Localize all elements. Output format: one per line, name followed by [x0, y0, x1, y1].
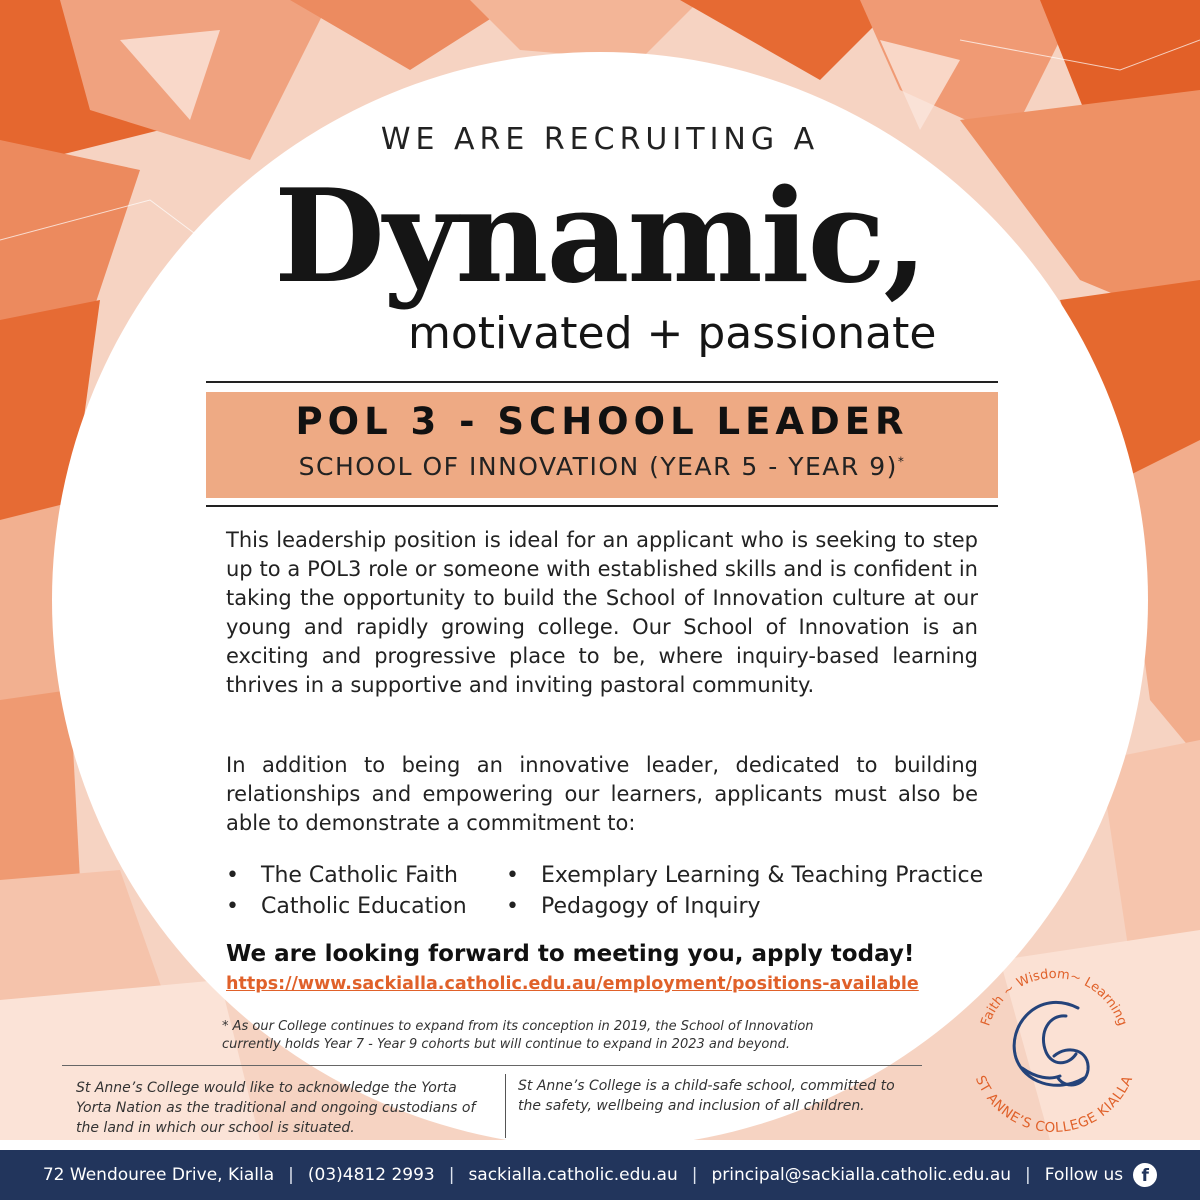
separator: | [448, 1165, 455, 1185]
footer-website[interactable]: sackialla.catholic.edu.au [468, 1165, 678, 1185]
list-item: • The Catholic Faith [226, 860, 467, 891]
child-safe-text: St Anne’s College is a child-safe school, committed to the safety, wellbeing and inclusion of all children. [518, 1078, 895, 1114]
separator: | [691, 1165, 698, 1185]
headline-dynamic: Dynamic, [274, 162, 926, 312]
footnote-mark: * [897, 454, 906, 469]
footer-divider [62, 1065, 922, 1066]
footer-follow-label: Follow us [1044, 1165, 1124, 1185]
commitment-list-right [506, 860, 983, 922]
list-item: • Exemplary Learning & Teaching Practice [506, 860, 983, 891]
footer-phone[interactable]: (03)4812 2993 [307, 1165, 435, 1185]
vertical-divider [505, 1074, 506, 1138]
footer-email[interactable]: principal@sackialla.catholic.edu.au [711, 1165, 1012, 1185]
contact-footer [0, 1150, 1200, 1200]
logo-college-name: ST ANNE’S COLLEGE KIALLA [971, 1073, 1137, 1137]
footnote [222, 1018, 922, 1054]
separator: | [288, 1165, 294, 1185]
subheadline: motivated + passionate [408, 308, 937, 359]
college-logo [958, 948, 1148, 1138]
footer-address: 72 Wendouree Drive, Kialla [42, 1165, 275, 1185]
recruiting-kicker: WE ARE RECRUITING A [380, 122, 820, 157]
commitment-paragraph: In addition to being an innovative leader, dedicated to building relationships and empowering our learners, applicants must also be able to demonstrate a commitment to: [226, 753, 978, 835]
commitment-list-left [226, 860, 467, 922]
list-item: • Pedagogy of Inquiry [506, 891, 983, 922]
list-item: • Catholic Education [226, 891, 467, 922]
facebook-icon[interactable]: f [1133, 1163, 1157, 1187]
logo-motto: Faith ~ Wisdom~ Learning [978, 966, 1130, 1028]
position-title: POL 3 - SCHOOL LEADER [295, 400, 909, 443]
banner-top-rule [206, 381, 998, 383]
footnote-line-2: currently holds Year 7 - Year 9 cohorts but will continue to expand in 2023 and beyond. [222, 1037, 790, 1052]
application-link[interactable]: https://www.sackialla.catholic.edu.au/employment/positions-available [226, 974, 919, 994]
banner-bottom-rule [206, 505, 998, 507]
position-school [206, 452, 998, 481]
description-paragraph: This leadership position is ideal for an applicant who is seeking to step up to a POL3 role or someone with established skills and is confident in taking the opportunity to build the School of Innovation culture at our young and rapidly growing college. Our School of Innovation is an exciting and progressive place to be, where inquiry-based learning thrives in a supportive and inviting pastoral community. [226, 528, 978, 697]
school-name: SCHOOL OF INNOVATION (YEAR 5 - YEAR 9) [298, 452, 898, 481]
footnote-line-1: * As our College continues to expand from its conception in 2019, the School of Innovation [222, 1019, 814, 1034]
separator: | [1025, 1165, 1031, 1185]
mother-child-icon [1014, 1002, 1088, 1085]
call-to-action: We are looking forward to meeting you, apply today! [226, 941, 915, 967]
acknowledgement-text: St Anne’s College would like to acknowledge the Yorta Yorta Nation as the traditional and ongoing custodians of the land in which our school is situated. [76, 1080, 476, 1136]
